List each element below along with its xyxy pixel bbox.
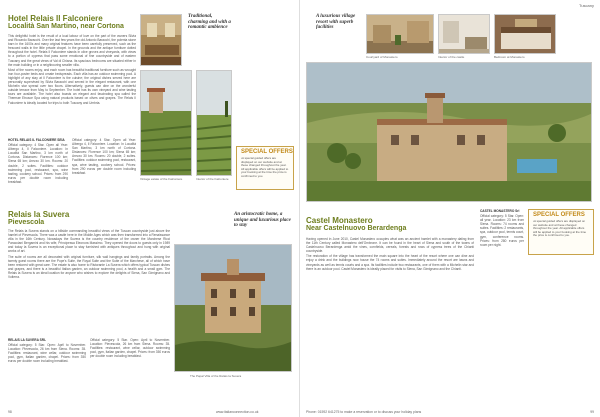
facts-heading: CASTEL MONASTERO Srl <box>480 209 520 213</box>
hotel-subtitle-monastero: Near Castelnuovo Berardenga <box>306 225 407 232</box>
villa-illustration <box>175 245 292 372</box>
monastero-quote: A luxurious village resort with superb facilities <box>316 14 356 31</box>
suvera-quote: An aristocratic home, a unique and luxurious place to stay <box>234 212 291 229</box>
monastero-courtyard-photo <box>366 14 434 54</box>
courtyard-illustration <box>367 15 434 54</box>
hotel-subtitle-suvera: Pievescola <box>8 219 45 226</box>
facts-text: Official category: 5 Star. Open: April to November. Location: Pievescola, 26 km from Siena. Rooms: 35. Facilities: restaurant, wine cellar, outdoor swimming pool, gym, Italian garden, chapel. Prices: from 350 euros per double room including breakfast. <box>8 343 86 364</box>
right-page <box>300 0 600 417</box>
running-head: Tuscany <box>579 3 594 8</box>
article-paragraph: This delightful hotel is the result of a loud labour of love on the part of the owners Silvia and Riccardo Baracchi. Over the last few years the old Antonio Baracchi, the polenta stone barn in the 1600s and many original features have been carefully preserved, such as the frescoed walls in the little private chapel. In the grounds and the antique furniture dotted throughout the hotel. Relais Il Falconiere stands in olive groves and vineyards, with views to a portion of cypress that pass some emotional of fine countryside and of eastern Tuscany and the great views of Val di Chiana. Its spacious bedrooms are situated either in the main building or in a neighbouring smaller villa. <box>8 34 136 67</box>
facts-text: Official category: 4 Star. Open all Year: Albergo 4, Il Falconiere. Location: In Località San Martino, 3 km north of Cortona. Distances: Florence 100 km; Siena 65 km; Arezzo 30 km. Rooms: 20 double, 2 suites. Facilities: outdoor swimming pool, restaurant, spa, wine tasting, cookery school. Prices: from 290 euros per double room including breakfast. <box>72 138 136 175</box>
reservation-phone: Phone: 01592 641275 to make a reservation or to discuss your holiday plans <box>306 410 422 414</box>
facts-text: Official category: 5 Star. Open: all year. Location: 23 km from Siena. Rooms: 74 rooms and suites. Facilities: 2 restaurants, spa, outdoor pool, tennis court, gym, conference rooms. Prices: from 280 euros per room per night. <box>480 214 524 247</box>
special-offers-text: •A special guided offers are displayed on our website and at these changed throughout the year. All applicable offers will be applied to your booking at the time the price is confirmed to you. <box>533 220 587 237</box>
hotel-subtitle-falconiere: Località San Martino, near Cortona <box>8 23 124 30</box>
hotel-title-falconiere: Hotel Relais Il Falconiere <box>8 14 103 23</box>
facts-heading: RELAIS LA SUVERA SRL <box>8 338 47 342</box>
falconiere-facts-2 <box>72 138 136 196</box>
interior-caption: Interior of the Falconiere <box>196 177 229 181</box>
monastero-interior-photo <box>438 14 490 54</box>
monastero-bedroom-photo <box>494 14 556 54</box>
suvera-villa-photo <box>174 244 292 372</box>
monastero-facts <box>480 209 524 397</box>
falconiere-quote: Traditional, charming and with a romantic ambience <box>188 14 231 31</box>
vineyard-illustration <box>141 71 192 176</box>
article-paragraph: Having opened in June 2010, Castel Monastero occupies what was an ancient hamlet with a monastery dating from the 11th Century called Monastero dell'Ombrone. It can be found in the heart of Siena and south of the towns of Castelnuovo Berardenga amid the vines, cornfields, cereals, forests and rows of cypress trees of the Chianti countryside. <box>306 237 474 254</box>
falconiere-facts <box>8 138 68 196</box>
special-offers-box <box>528 209 594 255</box>
suvera-facts-2 <box>90 338 170 404</box>
monastero-aerial-photo <box>306 62 592 202</box>
aerial-illustration <box>307 63 592 202</box>
facts-text: Official category: 4 Star. Open all Year: Albergo 4, Il Falconiere. Location: In Località San Martino, 3 km north of Cortona. Distances: Florence 100 km; Siena 65 km; Arezzo 30 km. Rooms: 20 double, 2 suites. Facilities: outdoor swimming pool, restaurant, spa, wine tasting, cookery school. Prices: from 290 euros per double room including breakfast. <box>8 143 68 184</box>
monastero-article <box>306 237 474 397</box>
page-number-right: 99 <box>590 410 594 414</box>
suvera-caption: The Papal Villa of the Relais la Suvera <box>190 374 242 378</box>
courtyard-caption: Courtyard of Monastero <box>366 55 398 59</box>
suvera-article <box>8 229 170 333</box>
article-paragraph: The Relais la Suvera stands on a hillside commanding beautiful views of the Tuscan countryside just above the hamlet of Pievescola. There was a castle here in the Middle Ages which was then transformed into a Renaissance villa in the 16th Century. Nowadays the Suvera is the country residence of the owner the Marchese Ricci Paracciani Bergamini and his wife, Principessa Eleonora Massimo. They opened the doors to guests only in 1989 and today la Suvera is an exceptional place to stay furnished with antiques throughout and hung with original works of art. <box>8 229 170 254</box>
special-offers-title: SPECIAL OFFERS <box>241 149 293 155</box>
suvera-facts <box>8 338 86 404</box>
special-offers-title: SPECIAL OFFERS <box>533 212 585 218</box>
facts-heading: HOTEL RELAIS IL FALCONIERE SEIA <box>8 138 65 142</box>
article-paragraph: Most of the rooms enjoy, and each room has beautiful traditional furniture such as wrought iron four-poster beds and ornate bedspreads. Each villa has an outdoor swimming pool. A highlight of any stay at Il Falconiere is the cuisine; the original dishes served here are personally supervised by Silvia Baracchi and served in the elegant restaurant, with one Michelin star spread over two floors. Alternatively, guests can dine on the wonderful outside terrace from May to September. The hotel has its own vineyard and wine tasting tours are available. The hotel also boasts an elegant and fascinating spa called the Thermae Etrusce Spa using natural products based on olives and grapes. The Relais Il Falconiere is ideally located for trips to both Tuscany and Umbria. <box>8 67 136 105</box>
falconiere-vineyard-photo-right <box>196 70 232 176</box>
bedroom-illustration <box>495 15 556 54</box>
special-offers-text: •A special guided offers are displayed on our website and at these changed throughout the year. All applicable offers will be applied to your booking at the time the price is confirmed to you. <box>241 157 289 178</box>
hotel-title-monastero: Castel Monastero <box>306 216 373 225</box>
falconiere-vineyard-photo-left <box>140 70 192 176</box>
facts-text: Official category: 5 Star. Open: April to November. Location: Pievescola, 26 km from Siena. Rooms: 35. Facilities: restaurant, wine cellar, outdoor swimming pool, gym, Italian garden, chapel. Prices: from 350 euros per double room including breakfast. <box>90 338 170 359</box>
interior-illustration <box>141 15 182 66</box>
article-paragraph: The restoration of the village has transformed the main square into the heart of the resort where one can dine and enjoy a drink and the buildings now house the 74 rooms and suites. Immediately around the resort are lawns and vineyards as well as tennis courts and a spa. Its facilities include two restaurants, one of them with a Michelin star and there is an outdoor pool. Castel Monastero is ideally placed for visits to Siena, San Gimignano and the Chianti. <box>306 254 474 271</box>
vineyard-caption: Vintage estate of the Falconiere <box>140 177 183 181</box>
interior-caption: Interior of the castle <box>438 55 465 59</box>
website-link[interactable]: www.italianconnection.co.uk <box>216 410 259 414</box>
falconiere-article <box>8 34 136 134</box>
bedroom-caption: Bedroom at Monastero <box>494 55 525 59</box>
interior-illustration <box>439 15 490 54</box>
falconiere-interior-photo <box>140 14 182 66</box>
special-offers-box <box>236 146 294 190</box>
article-paragraph: The suite of rooms are all decorated with original furniture, silk wall hangings and family portraits. Among the twenty guest rooms there are the Pope's Suite, the Royal Suite and the Suite of the Marchese, all of which have been restored with great care. The estate is also home to Ristorante La Suvera which offers typical Tuscan dishes and grapes, and there is a beautiful Italian garden, an outdoor swimming pool, a health and a small gym. The Relais la Suvera is an ideal location for anyone who wishes to explore the delights of Siena, San Gimignano and Volterra. <box>8 254 170 280</box>
hotel-title-suvera: Relais la Suvera <box>8 210 70 219</box>
vineyard-illustration <box>197 71 232 176</box>
page-number-left: 98 <box>8 410 12 414</box>
